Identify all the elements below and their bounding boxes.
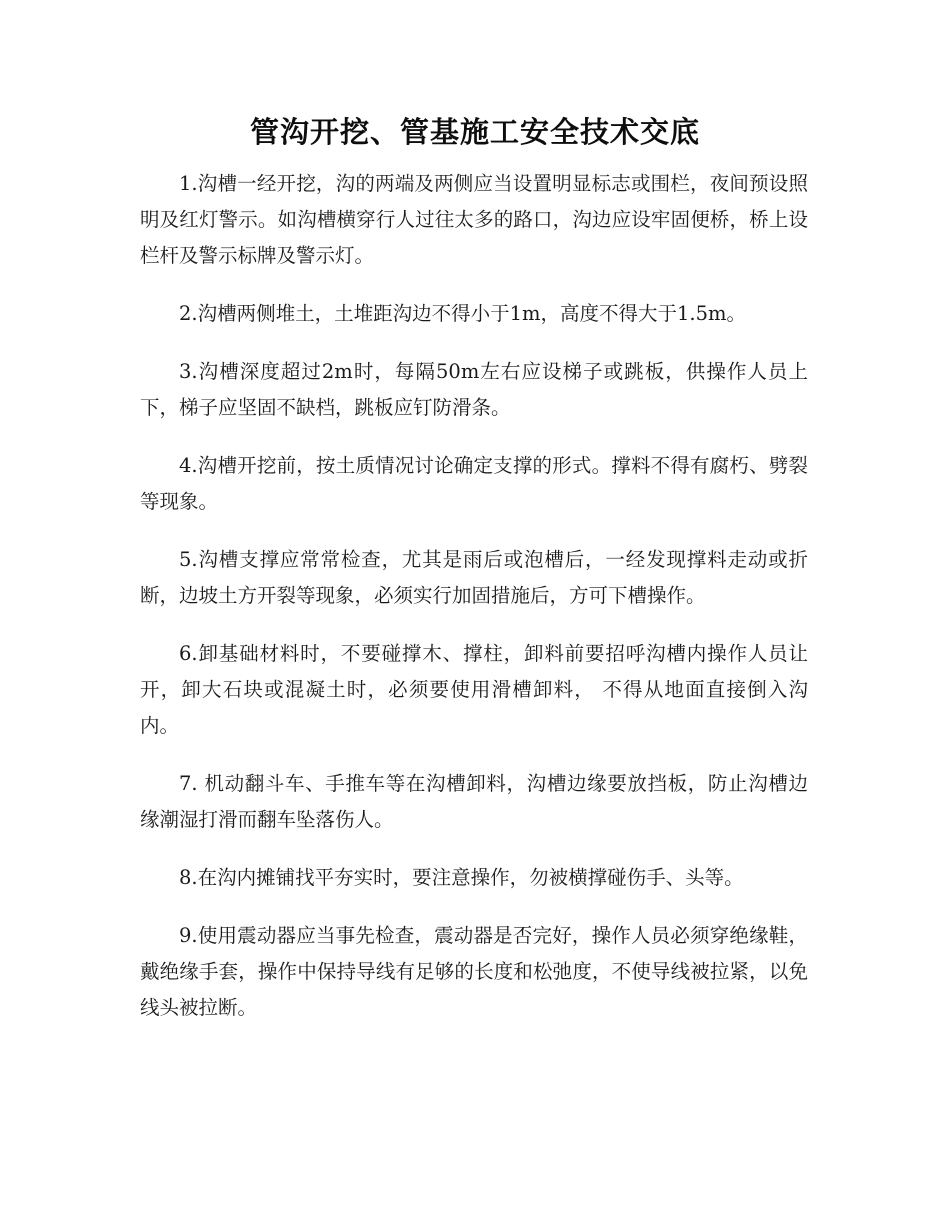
document-title: 管沟开挖、管基施工安全技术交底 bbox=[249, 115, 700, 149]
document-body bbox=[140, 166, 808, 1048]
paragraph-7: 7. 机动翻斗车、手推车等在沟槽卸料，沟槽边缘要放挡板，防止沟槽边缘潮湿打滑而翻车坠落伤人。 bbox=[140, 772, 808, 831]
paragraph-4: 4.沟槽开挖前，按土质情况讨论确定支撑的形式。撑料不得有腐朽、劈裂等现象。 bbox=[140, 454, 808, 513]
paragraph-3: 3.沟槽深度超过2m时，每隔50m左右应设梯子或跳板，供操作人员上下，梯子应坚固不缺档，跳板应钉防滑条。 bbox=[140, 360, 808, 419]
paragraph-2: 2.沟槽两侧堆土，土堆距沟边不得小于1m，高度不得大于1.5m。 bbox=[179, 302, 747, 325]
paragraph-8: 8.在沟内摊铺找平夯实时，要注意操作，勿被横撑碰伤手、头等。 bbox=[179, 866, 744, 889]
paragraph-5: 5.沟槽支撑应常常检查，尤其是雨后或泡槽后，一经发现撑料走动或折断，边坡土方开裂等现象，必须实行加固措施后，方可下槽操作。 bbox=[140, 548, 808, 607]
paragraph-9: 9.使用震动器应当事先检查，震动器是否完好，操作人员必须穿绝缘鞋，戴绝缘手套，操作中保持导线有足够的长度和松弛度，不使导线被拉紧，以免线头被拉断。 bbox=[140, 924, 808, 1019]
paragraph-6: 6.卸基础材料时，不要碰撑木、撑柱，卸料前要招呼沟槽内操作人员让开，卸大石块或混凝土时，必须要使用滑槽卸料， 不得从地面直接倒入沟内。 bbox=[140, 642, 808, 737]
paragraph-1: 1.沟槽一经开挖，沟的两端及两侧应当设置明显标志或围栏，夜间预设照明及红灯警示。如沟槽横穿行人过往太多的路口，沟边应设牢固便桥，桥上设栏杆及警示标牌及警示灯。 bbox=[140, 172, 808, 267]
